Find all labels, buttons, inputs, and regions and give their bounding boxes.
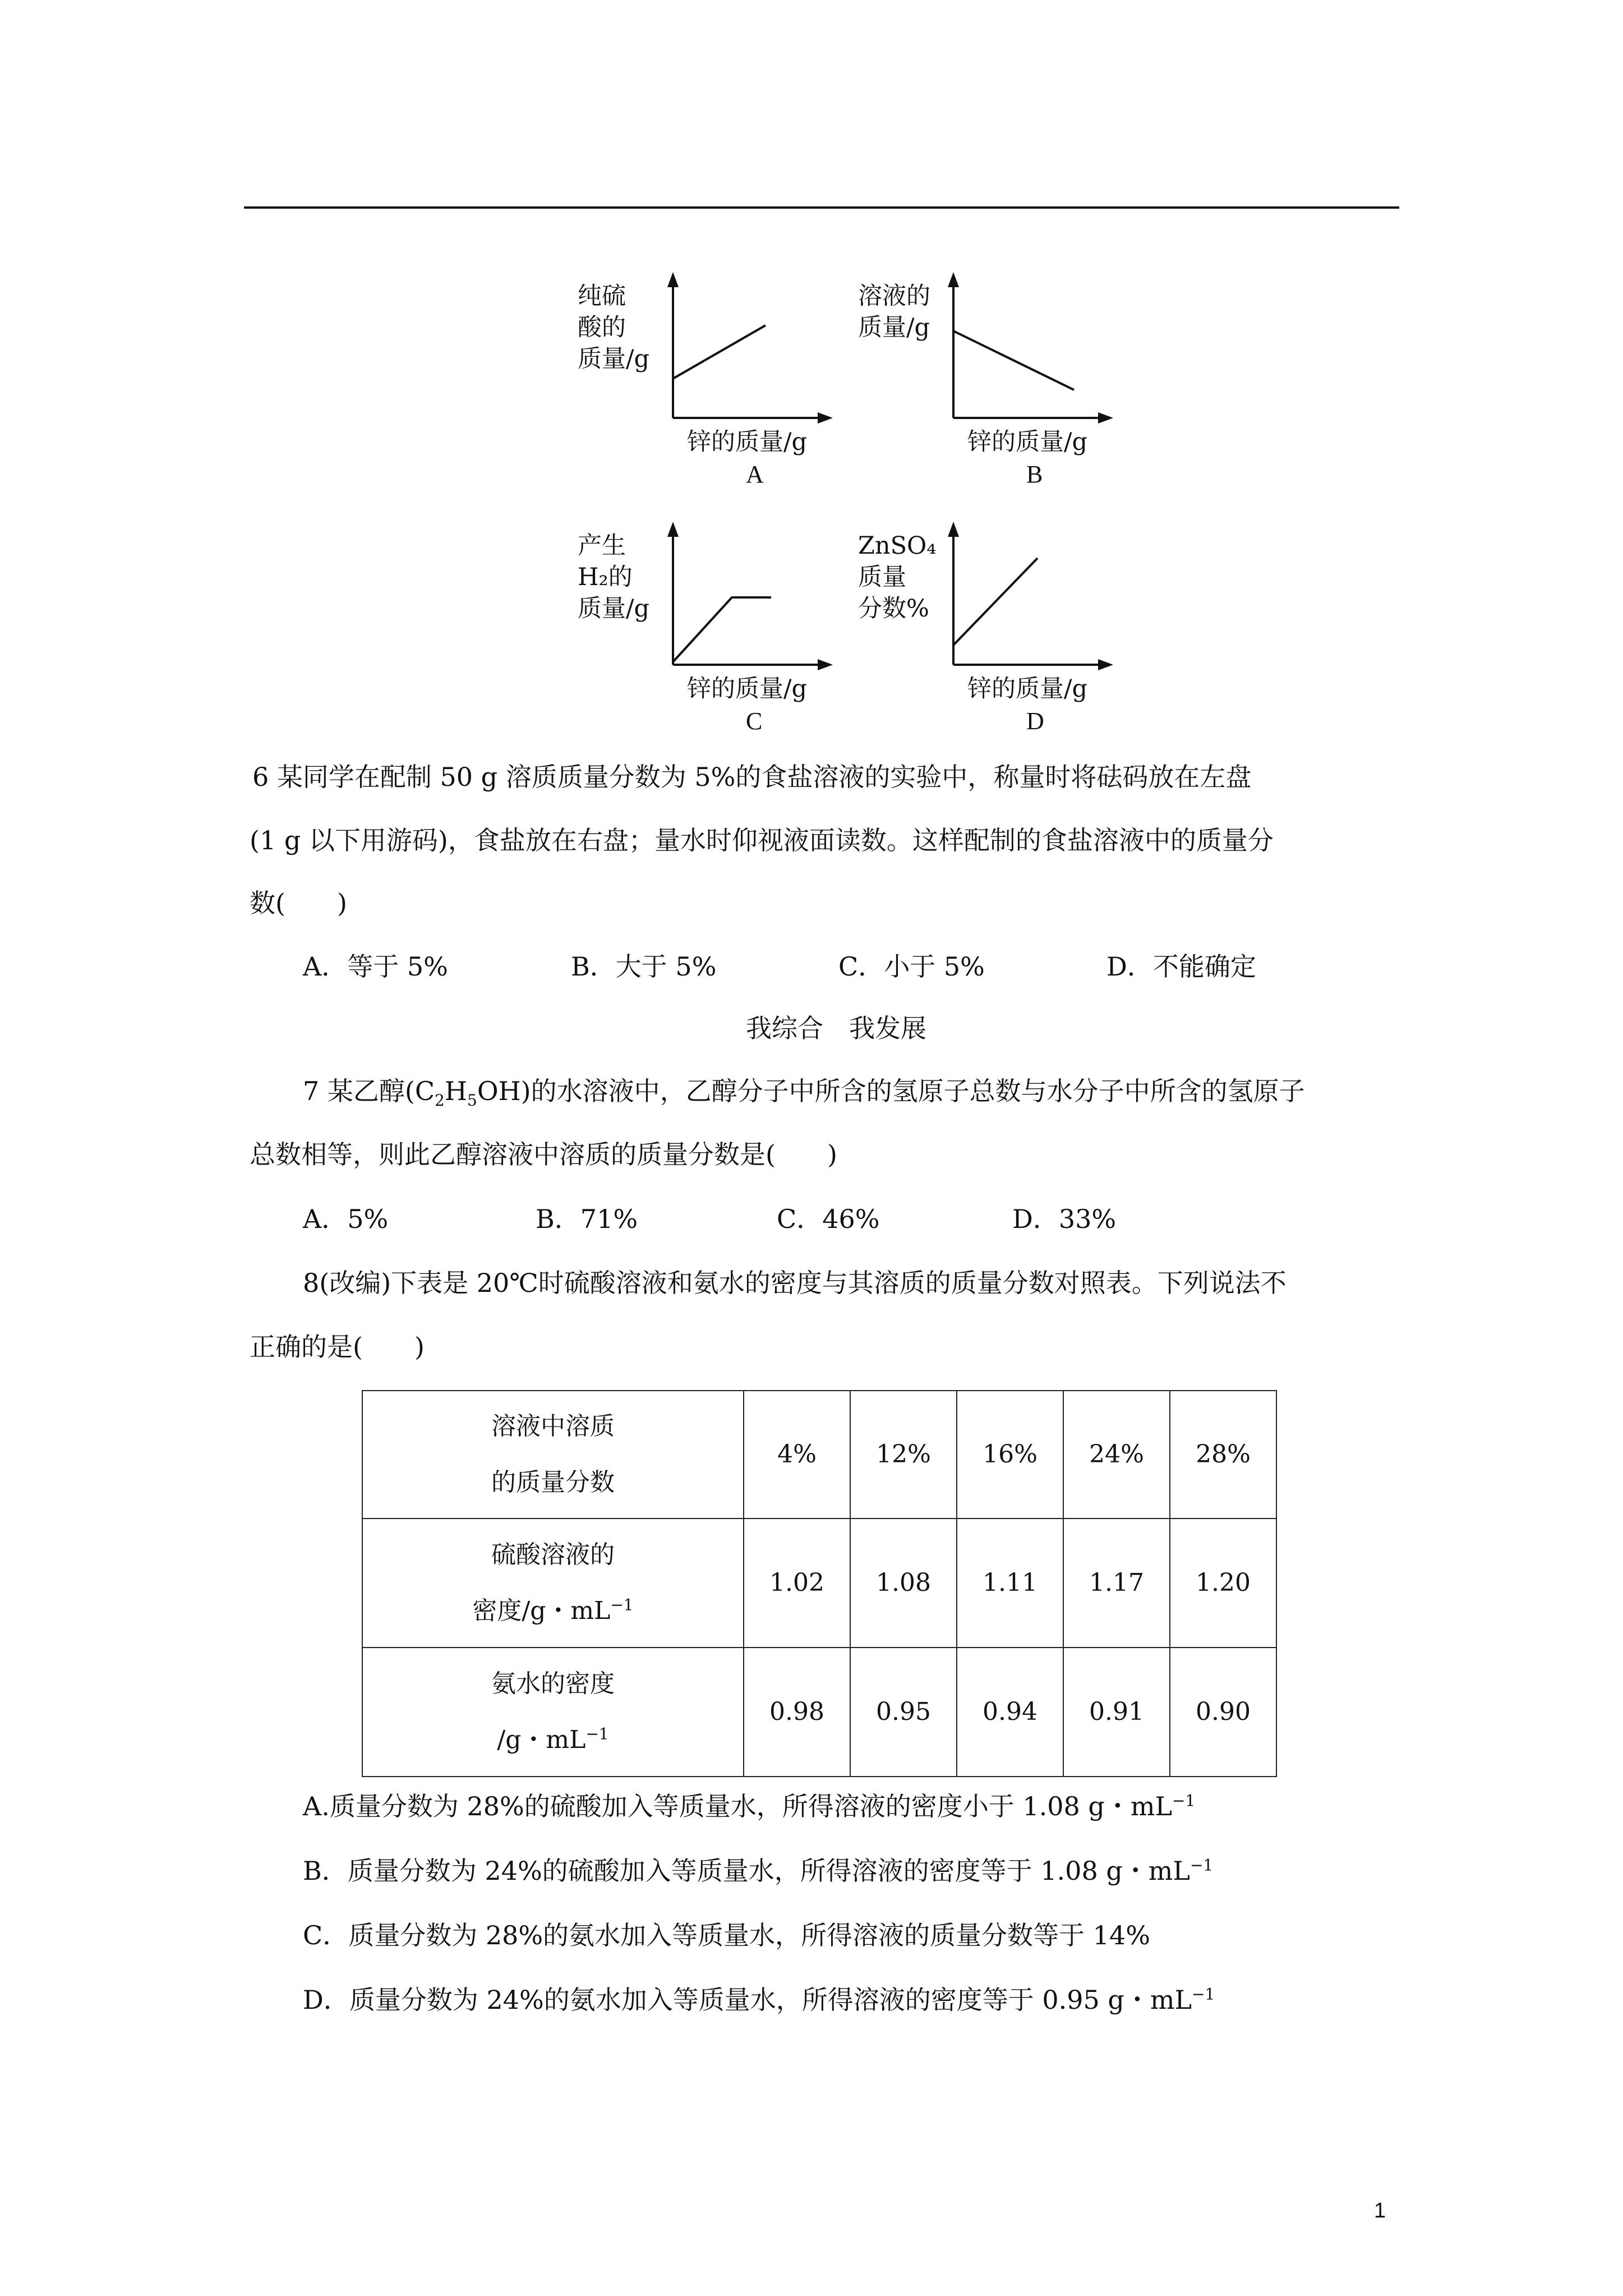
q7-sub-1: 2: [435, 1091, 445, 1110]
q8-option-b-sup: −1: [1189, 1856, 1214, 1875]
graph-c-xlabel: 锌的质量/g: [687, 675, 808, 703]
density-table: [362, 1390, 1277, 1777]
section-title: 我综合 我发展: [746, 1013, 926, 1043]
table-cell: 1.02: [744, 1519, 850, 1648]
graph-c-line: [673, 597, 771, 662]
graph-b: [858, 269, 1116, 494]
graph-b-ylabel-1: 溶液的: [858, 282, 930, 310]
graph-d-ylabel-3: 分数%: [858, 595, 929, 623]
table-unit-sup: −1: [585, 1724, 609, 1743]
header-rule: [244, 206, 1399, 209]
q7-line-1: [303, 1074, 1305, 1108]
graph-d-line: [953, 558, 1038, 645]
q8-option-a: [303, 1789, 1195, 1823]
graph-d-caption: D: [1026, 707, 1044, 735]
table-row-header: [362, 1391, 744, 1519]
table-cell: 4%: [744, 1391, 850, 1519]
page-number: 1: [1374, 2199, 1386, 2223]
table-cell: 0.90: [1170, 1648, 1276, 1777]
graph-b-caption: B: [1026, 461, 1043, 488]
graph-a-caption: A: [746, 461, 764, 488]
q7-option-a: A．5%: [303, 1204, 389, 1234]
q6-option-c: C．小于 5%: [838, 951, 985, 982]
graph-a: [578, 269, 836, 494]
table-cell: 1.20: [1170, 1519, 1276, 1648]
graph-a-ylabel-3: 质量/g: [578, 345, 650, 373]
graph-d-xlabel: 锌的质量/g: [967, 675, 1088, 703]
q7-option-c: C．46%: [777, 1204, 880, 1234]
q6-line-3: 数( ): [250, 888, 347, 918]
q7-line-1-pre: 7 某乙醇(C: [303, 1076, 435, 1106]
q7-line-2: 总数相等，则此乙醇溶液中溶质的质量分数是( ): [250, 1139, 837, 1170]
table-row-header: [362, 1648, 744, 1777]
graph-c-caption: C: [746, 707, 763, 735]
graph-d-ylabel-1: ZnSO₄: [858, 532, 937, 560]
q6-line-2: (1 g 以下用游码)，食盐放在右盘；量水时仰视液面读数。这样配制的食盐溶液中的质量分: [250, 825, 1274, 855]
q6-line-1: 6 某同学在配制 50 g 溶质质量分数为 5%的食盐溶液的实验中，称量时将砝码放在左盘: [252, 762, 1252, 792]
q7-option-b: B．71%: [536, 1204, 638, 1234]
graph-a-xlabel: 锌的质量/g: [687, 428, 808, 456]
table-header-text-2: [363, 1583, 743, 1639]
q8-option-a-sup: −1: [1172, 1791, 1196, 1810]
q8-option-d-sup: −1: [1192, 1985, 1215, 2004]
table-cell: 12%: [850, 1391, 957, 1519]
q8-option-d: [303, 1983, 1215, 2017]
graph-b-line: [953, 331, 1074, 390]
graph-a-line: [673, 325, 766, 379]
table-cell: 0.94: [957, 1648, 1063, 1777]
table-cell: 24%: [1063, 1391, 1170, 1519]
table-unit-text: 密度/g・mL: [472, 1596, 611, 1625]
q8-line-2: 正确的是( ): [250, 1332, 425, 1362]
q6-option-d: D．不能确定: [1106, 951, 1256, 982]
graph-a-ylabel-1: 纯硫: [578, 282, 626, 310]
q6-option-a: A．等于 5%: [303, 951, 448, 982]
table-header-text-2: [363, 1712, 743, 1768]
table-cell: 0.91: [1063, 1648, 1170, 1777]
q7-sub-2: 5: [467, 1091, 477, 1110]
table-cell: 1.11: [957, 1519, 1063, 1648]
q8-option-b-text: B．质量分数为 24%的硫酸加入等质量水，所得溶液的密度等于 1.08 g・mL: [303, 1856, 1190, 1886]
graph-c-ylabel-2: H₂的: [578, 563, 633, 591]
table-unit-text: /g・mL: [497, 1726, 586, 1754]
table-row: [362, 1391, 1276, 1519]
q7-option-d: D．33%: [1012, 1204, 1117, 1234]
q8-line-1: 8(改编)下表是 20℃时硫酸溶液和氨水的密度与其溶质的质量分数对照表。下列说法不: [303, 1268, 1287, 1298]
table-cell: 0.98: [744, 1648, 850, 1777]
graph-c-ylabel-3: 质量/g: [578, 595, 650, 623]
graph-b-ylabel-2: 质量/g: [858, 314, 930, 342]
table-header-text-1: 溶液中溶质: [491, 1412, 615, 1441]
table-row: [362, 1519, 1276, 1648]
q8-option-b: [303, 1854, 1213, 1888]
q7-line-1-mid: H: [444, 1076, 467, 1106]
q7-line-1-post: OH)的水溶液中，乙醇分子中所含的氢原子总数与水分子中所含的氢原子: [477, 1076, 1305, 1106]
q8-option-c-text: C．质量分数为 28%的氨水加入等质量水，所得溶液的质量分数等于 14%: [303, 1920, 1150, 1950]
graph-d-ylabel-2: 质量: [858, 563, 906, 591]
graph-d: [858, 519, 1116, 743]
table-header-text-2: 的质量分数: [491, 1468, 615, 1497]
q8-option-a-text: A.质量分数为 28%的硫酸加入等质量水，所得溶液的密度小于 1.08 g・mL: [303, 1791, 1172, 1821]
table-cell: 1.08: [850, 1519, 957, 1648]
table-header-text-1: 氨水的密度: [491, 1669, 615, 1698]
graph-c: [578, 519, 836, 743]
q6-option-b: B．大于 5%: [571, 951, 717, 982]
q8-option-c: [303, 1918, 1150, 1952]
table-cell: 16%: [957, 1391, 1063, 1519]
table-row-header: [362, 1519, 744, 1648]
table-cell: 0.95: [850, 1648, 957, 1777]
graph-c-ylabel-1: 产生: [578, 532, 626, 560]
table-cell: 28%: [1170, 1391, 1276, 1519]
table-row: [362, 1648, 1276, 1777]
q8-option-d-text: D．质量分数为 24%的氨水加入等质量水，所得溶液的密度等于 0.95 g・mL: [303, 1985, 1192, 2015]
table-unit-sup: −1: [610, 1595, 634, 1614]
table-header-text-1: 硫酸溶液的: [491, 1540, 615, 1569]
graph-a-ylabel-2: 酸的: [578, 314, 626, 342]
graph-b-xlabel: 锌的质量/g: [967, 428, 1088, 456]
table-cell: 1.17: [1063, 1519, 1170, 1648]
